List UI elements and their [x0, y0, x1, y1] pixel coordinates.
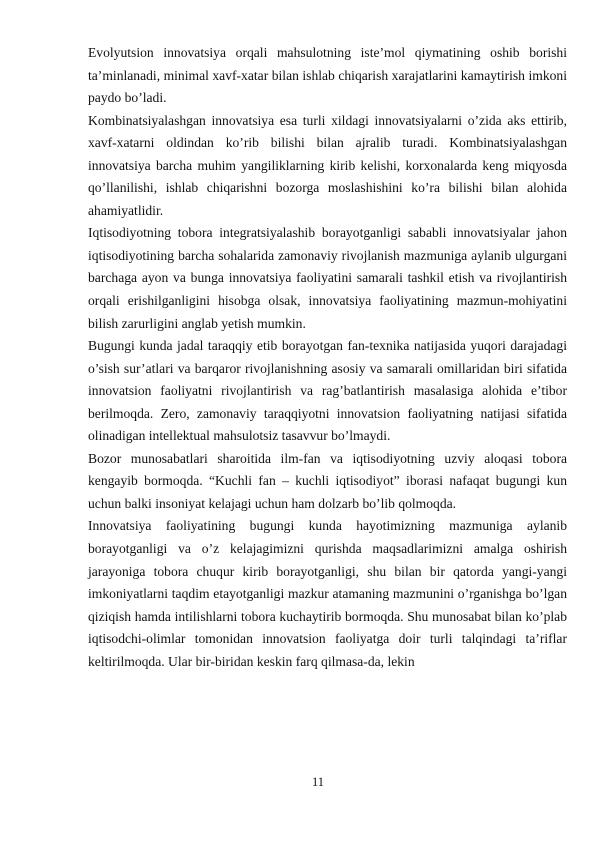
paragraph-science-technology-progress: Bugungi kunda jadal taraqqiy etib borayotgan fan-texnika natijasida yuqori darajadagi o’sish sur’atlari va barqaror rivojlanishning asosiy va samarali omillaridan biri sifatida innovatsion faoliyatni rivojlantirish va rag’batlantirish masalasiga alohida e’tibor berilmoqda. Zero, zamonaviy taraqqiyotni innovatsion faoliyatning natijasi sifatida olinadigan intellektual mahsulotsiz tasavvur bo’lmaydi.	[88, 338, 567, 444]
paragraph-economic-integration: Iqtisodiyotning tobora integratsiyalashib borayotganligi sababli innovatsiyalar jahon iqtisodiyotining barcha sohalarida zamonaviy rivojlanish mazmuniga aylanib ulgurgani barchaga ayon va bunga innovatsiya faoliyatini samarali tashkil etish va rivojlantirish orqali erishilganligini hisobga olsak, innovatsiya faoliyatining mazmun-mohiyatini bilish zarurligini anglab yetish mumkin.	[88, 225, 567, 331]
paragraph-combined-innovation: Kombinatsiyalashgan innovatsiya esa turli xildagi innovatsiyalarni o’zida aks ettirib, xavf-xatarni oldindan ko’rib bilishi bilan ajralib turadi. Kombinatsiyalashgan innovatsiya barcha muhim yangiliklarning kirib kelishi, korxonalarda keng miqyosda qo’llanilishi, ishlab chiqarishni bozorga moslashishini ko’ra bilishi bilan alohida ahamiyatlidir.	[88, 112, 567, 218]
paragraph-market-relations: Bozor munosabatlari sharoitida ilm-fan va iqtisodiyotning uzviy aloqasi tobora kengayib bormoqda. “Kuchli fan – kuchli iqtisodiyot” iborasi nafaqat bugungi kun uchun balki insoniyat kelajagi uchun ham dolzarb bo’lib qolmoqda.	[88, 450, 567, 511]
body-text	[88, 42, 567, 673]
paragraph-innovation-activity: Innovatsiya faoliyatining bugungi kunda hayotimizning mazmuniga aylanib borayotganligi va o’z kelajagimizni qurishda maqsadlarimizni amalga oshirish jarayoniga tobora chuqur kirib borayotganligi, shu bilan bir qatorda yangi-yangi imkoniyatlarni taqdim etayotganligi mazkur atamaning mazmunini o’rganishga bo’lgan qiziqish hamda intilishlarni tobora kuchaytirib bormoqda. Shu munosabat bilan ko’plab iqtisodchi-olimlar tomonidan innovatsion faoliyatga doir turli talqindagi ta’riflar keltirilmoqda. Ular bir-biridan keskin farq qilmasa-da, lekin	[88, 518, 567, 669]
paragraph-evolutionary-innovation: Evolyutsion innovatsiya orqali mahsulotning iste’mol qiymatining oshib borishi ta’minlanadi, minimal xavf-xatar bilan ishlab chiqarish xarajatlarini kamaytirish imkoni paydo bo’ladi.	[88, 45, 567, 106]
page-number: 11	[311, 775, 325, 789]
